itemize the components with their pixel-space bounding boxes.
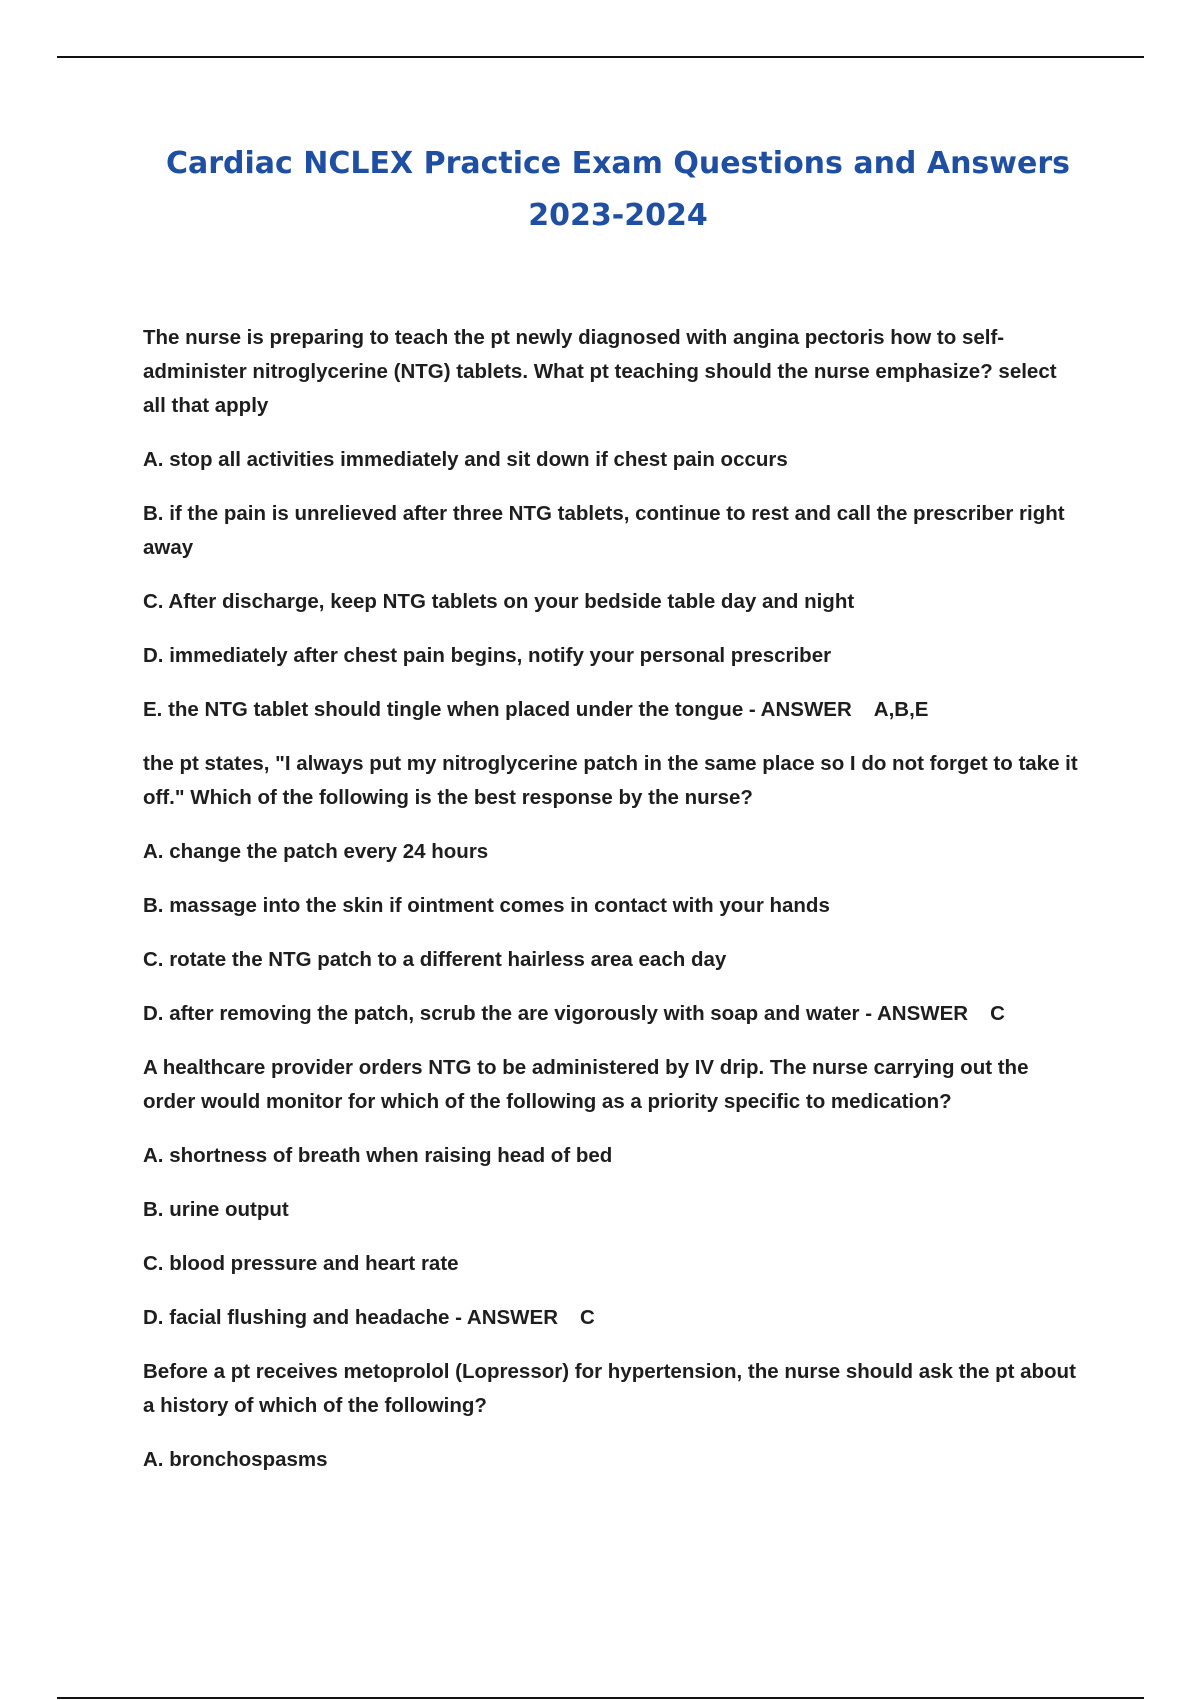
question-3-answer: C: [580, 1306, 595, 1329]
question-2-option-d: [143, 997, 1083, 1031]
bottom-rule: [57, 1697, 1144, 1699]
question-3-option-d-text: D. facial flushing and headache - ANSWER: [143, 1306, 558, 1329]
question-3-option-c: C. blood pressure and heart rate: [143, 1252, 459, 1275]
question-2-answer: C: [990, 1002, 1005, 1025]
question-2-option-d-text: D. after removing the patch, scrub the are vigorously with soap and water - ANSWER: [143, 1002, 969, 1025]
question-3-stem: A healthcare provider orders NTG to be administered by IV drip. The nurse carrying out the order would monitor for which of the following as a priority specific to medication?: [143, 1056, 1029, 1113]
question-1-stem: The nurse is preparing to teach the pt newly diagnosed with angina pectoris how to self-administer nitroglycerine (NTG) tablets. What pt teaching should the nurse emphasize? select all that apply: [143, 326, 1057, 417]
question-1-option-e-text: E. the NTG tablet should tingle when placed under the tongue - ANSWER: [143, 698, 852, 721]
document-title: Cardiac NCLEX Practice Exam Questions and Answers 2023-2024: [165, 146, 1070, 233]
question-3-option-b: B. urine output: [143, 1198, 289, 1221]
top-rule: [57, 56, 1144, 58]
document-body: [143, 321, 1083, 1477]
question-1-option-e: [143, 693, 1083, 727]
question-1-option-c: C. After discharge, keep NTG tablets on your bedside table day and night: [143, 590, 855, 613]
question-4-option-a: A. bronchospasms: [143, 1448, 328, 1471]
question-1-option-d: D. immediately after chest pain begins, notify your personal prescriber: [143, 644, 832, 667]
question-3-option-a: A. shortness of breath when raising head of bed: [143, 1144, 613, 1167]
question-3-option-d: [143, 1301, 1083, 1335]
question-2-stem: the pt states, "I always put my nitroglycerine patch in the same place so I do not forget to take it off." Which of the following is the best response by the nurse?: [143, 752, 1078, 809]
question-1-option-a: A. stop all activities immediately and sit down if chest pain occurs: [143, 448, 788, 471]
question-2-option-b: B. massage into the skin if ointment comes in contact with your hands: [143, 894, 830, 917]
question-2-option-a: A. change the patch every 24 hours: [143, 840, 489, 863]
question-1-option-b: B. if the pain is unrelieved after three NTG tablets, continue to rest and call the prescriber right away: [143, 502, 1065, 559]
question-4-stem: Before a pt receives metoprolol (Lopressor) for hypertension, the nurse should ask the pt about a history of which of the following?: [143, 1360, 1076, 1417]
question-2-option-c: C. rotate the NTG patch to a different hairless area each day: [143, 948, 727, 971]
question-1-answer: A,B,E: [873, 698, 929, 721]
